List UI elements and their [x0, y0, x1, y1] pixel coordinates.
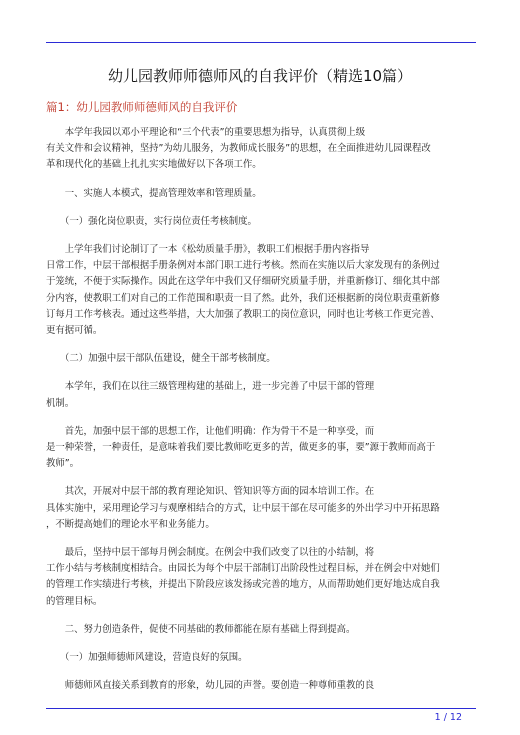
text-line: 上学年我们讨论制订了一本《松幼质量手册》，教职工们根据手册内容指导	[46, 244, 370, 256]
text-line: 首先，加强中层干部的思想工作，让他们明确：作为骨干不是一种享受，而	[46, 425, 375, 437]
paragraph	[46, 424, 478, 473]
text-line: ，不断提高她们的理论水平和业务能力。	[46, 518, 215, 530]
text-line: 的管理目标。	[46, 595, 103, 607]
text-line: 最后，坚持中层干部每月例会制度。在例会中我们改变了以往的小结制，将	[46, 547, 375, 559]
text-line: 日常工作，中层干部根据手册条例对本部门职工进行考核。然而在实施以后大家发现有的条例过	[46, 260, 440, 272]
footer-rule	[46, 708, 476, 709]
text-line: 订每月工作考核表。通过这些举措，大大加强了教职工的岗位意识，同时也让考核工作更完善、	[46, 308, 440, 320]
text-line: 的管理工作实绩进行考核，并提出下阶段应该发扬或完善的地方，从而帮助她们更好地达成自我	[46, 579, 440, 591]
paragraph	[46, 545, 478, 610]
paragraph	[46, 186, 478, 202]
text-line: （二）加强中层干部队伍建设，健全干部考核制度。	[46, 353, 276, 365]
text-line: 是一种荣誉，一种责任，是意味着我们要比教师吃更多的苦，做更多的事，要”源于教师而高于	[46, 442, 436, 454]
section-heading: 篇1：幼儿园教师师德师风的自我评价	[46, 100, 238, 114]
text-line: 革和现代化的基础上扎扎实实地做好以下各项工作。	[46, 159, 262, 171]
text-line: 具体实施中，采用理论学习与观摩相结合的方式，让中层干部在尽可能多的外出学习中开拓思路	[46, 502, 440, 514]
text-line: 本学年我园以邓小平理论和“三个代表”的重要思想为指导，认真贯彻上级	[46, 127, 366, 138]
document-title: 幼儿园教师师德师风的自我评价（精选10篇）	[107, 67, 413, 85]
text-line: 于笼统，不便于实际操作。因此在这学年中我们又仔细研究质量手册，并重新修订、细化其中部	[46, 276, 440, 288]
text-line: 一、实施人本模式，提高管理效率和管理质量。	[46, 187, 262, 199]
page-indicator: 1 / 12	[434, 712, 462, 723]
text-line: 本学年，我们在以往三级管理构建的基础上，进一步完善了中层干部的管理	[46, 381, 375, 393]
header-rule	[46, 42, 476, 43]
text-line: 有关文件和会议精神，坚持”为幼儿服务，为教师成长服务”的思想，在全面推进幼儿园课程改	[46, 143, 431, 155]
text-line: 更有据可循。	[46, 325, 103, 337]
paragraph	[46, 678, 478, 694]
text-line: 二、努力创造条件，促使不同基础的教师都能在原有基础上得到提高。	[46, 623, 356, 635]
paragraph	[46, 650, 478, 666]
paragraph	[46, 622, 478, 638]
text-line: 其次，开展对中层干部的教育理论知识、管知识等方面的园本培训工作。在	[46, 486, 375, 498]
text-line: 教师”。	[46, 458, 79, 470]
paragraph	[46, 125, 478, 174]
document-body	[46, 125, 478, 694]
text-line: 师德师风直接关系到教育的形象，幼儿园的声誉。要创造一种尊师重教的良	[46, 680, 375, 692]
paragraph	[46, 242, 478, 339]
paragraph	[46, 214, 478, 230]
text-line: （一）加强师德师风建设，营造良好的氛围。	[46, 652, 248, 664]
text-line: 分内容，使教职工们对自己的工作范围和职责一目了然。此外，我们还根据新的岗位职责重新修	[46, 292, 440, 304]
text-line: 工作小结与考核制度相结合。由园长为每个中层干部制订出阶段性过程目标，并在例会中对她们	[46, 563, 440, 575]
text-line: （一）强化岗位职责，实行岗位责任考核制度。	[46, 215, 257, 227]
text-line: 机制。	[46, 397, 75, 409]
paragraph	[46, 379, 478, 411]
paragraph	[46, 484, 478, 533]
paragraph	[46, 351, 478, 367]
